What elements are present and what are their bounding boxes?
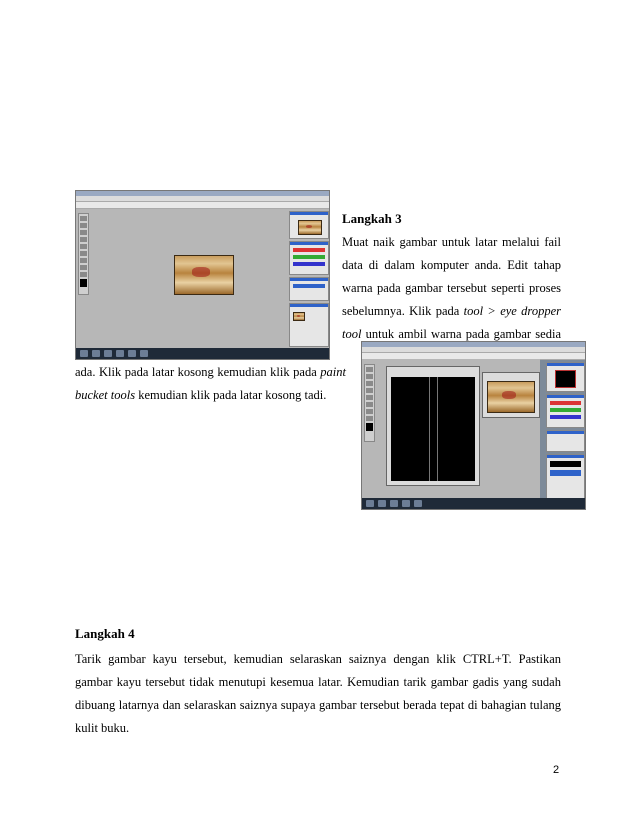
black-canvas [391,377,475,481]
color-panel [546,394,585,428]
tools-palette [78,213,89,295]
step3-left-line-1-text: ada. Klik pada latar kosong kemudian klik pada [75,365,321,379]
step3-line-5-italic: tool [342,327,362,341]
photoshop-screenshot-black [361,341,586,510]
step4-line-4: kulit buku. [75,721,130,735]
layers-panel [289,303,329,347]
document-window [386,366,480,486]
step3-left-line-2-text: kemudian klik pada latar kosong tadi. [135,388,327,402]
taskbar [362,498,585,509]
page-number: 2 [553,764,560,776]
layers-panel [546,454,585,500]
step3-left-line-1-italic: paint [320,365,346,379]
photoshop-screenshot-wood [75,190,330,360]
taskbar [76,348,329,359]
step3-heading: Langkah 3 [342,211,402,226]
step4-heading: Langkah 4 [75,626,135,641]
options-bar [76,202,329,209]
step4-paragraph [75,648,561,740]
step4-line-3: dibuang latarnya dan selaraskan saiznya supaya gambar tersebut berada tepat di bahagian tulang [75,698,561,712]
step3-paragraph-left [75,361,346,407]
tools-palette [364,364,375,442]
step3-paragraph-right [342,231,561,346]
step3-line-5-text: untuk ambil warna pada gambar sedia [361,327,561,341]
wood-document-window [482,372,540,418]
step3-line-4-text: sebelumnya. Klik pada [342,304,464,318]
navigator-panel [546,362,585,392]
history-panel [289,277,329,301]
step3-left-line-2-italic: bucket tools [75,388,136,402]
history-panel [546,430,585,452]
step3-line-4-italic: tool > eye dropper [463,304,561,318]
wood-image [174,255,234,295]
step3-line-1: Muat naik gambar untuk latar melalui fail [342,235,561,249]
color-panel [289,241,329,275]
step4-line-2: gambar kayu tersebut tidak menutupi kesemua latar. Kemudian tarik gambar gadis yang sudah [75,675,561,689]
step4-line-1: Tarik gambar kayu tersebut, kemudian selaraskan saiznya dengan klik CTRL+T. Pastikan [75,652,561,666]
navigator-panel [289,211,329,239]
step3-line-3: warna pada gambar tersebut seperti proses [342,281,561,295]
step3-line-2: data di dalam komputer anda. Edit tahap [342,258,561,272]
